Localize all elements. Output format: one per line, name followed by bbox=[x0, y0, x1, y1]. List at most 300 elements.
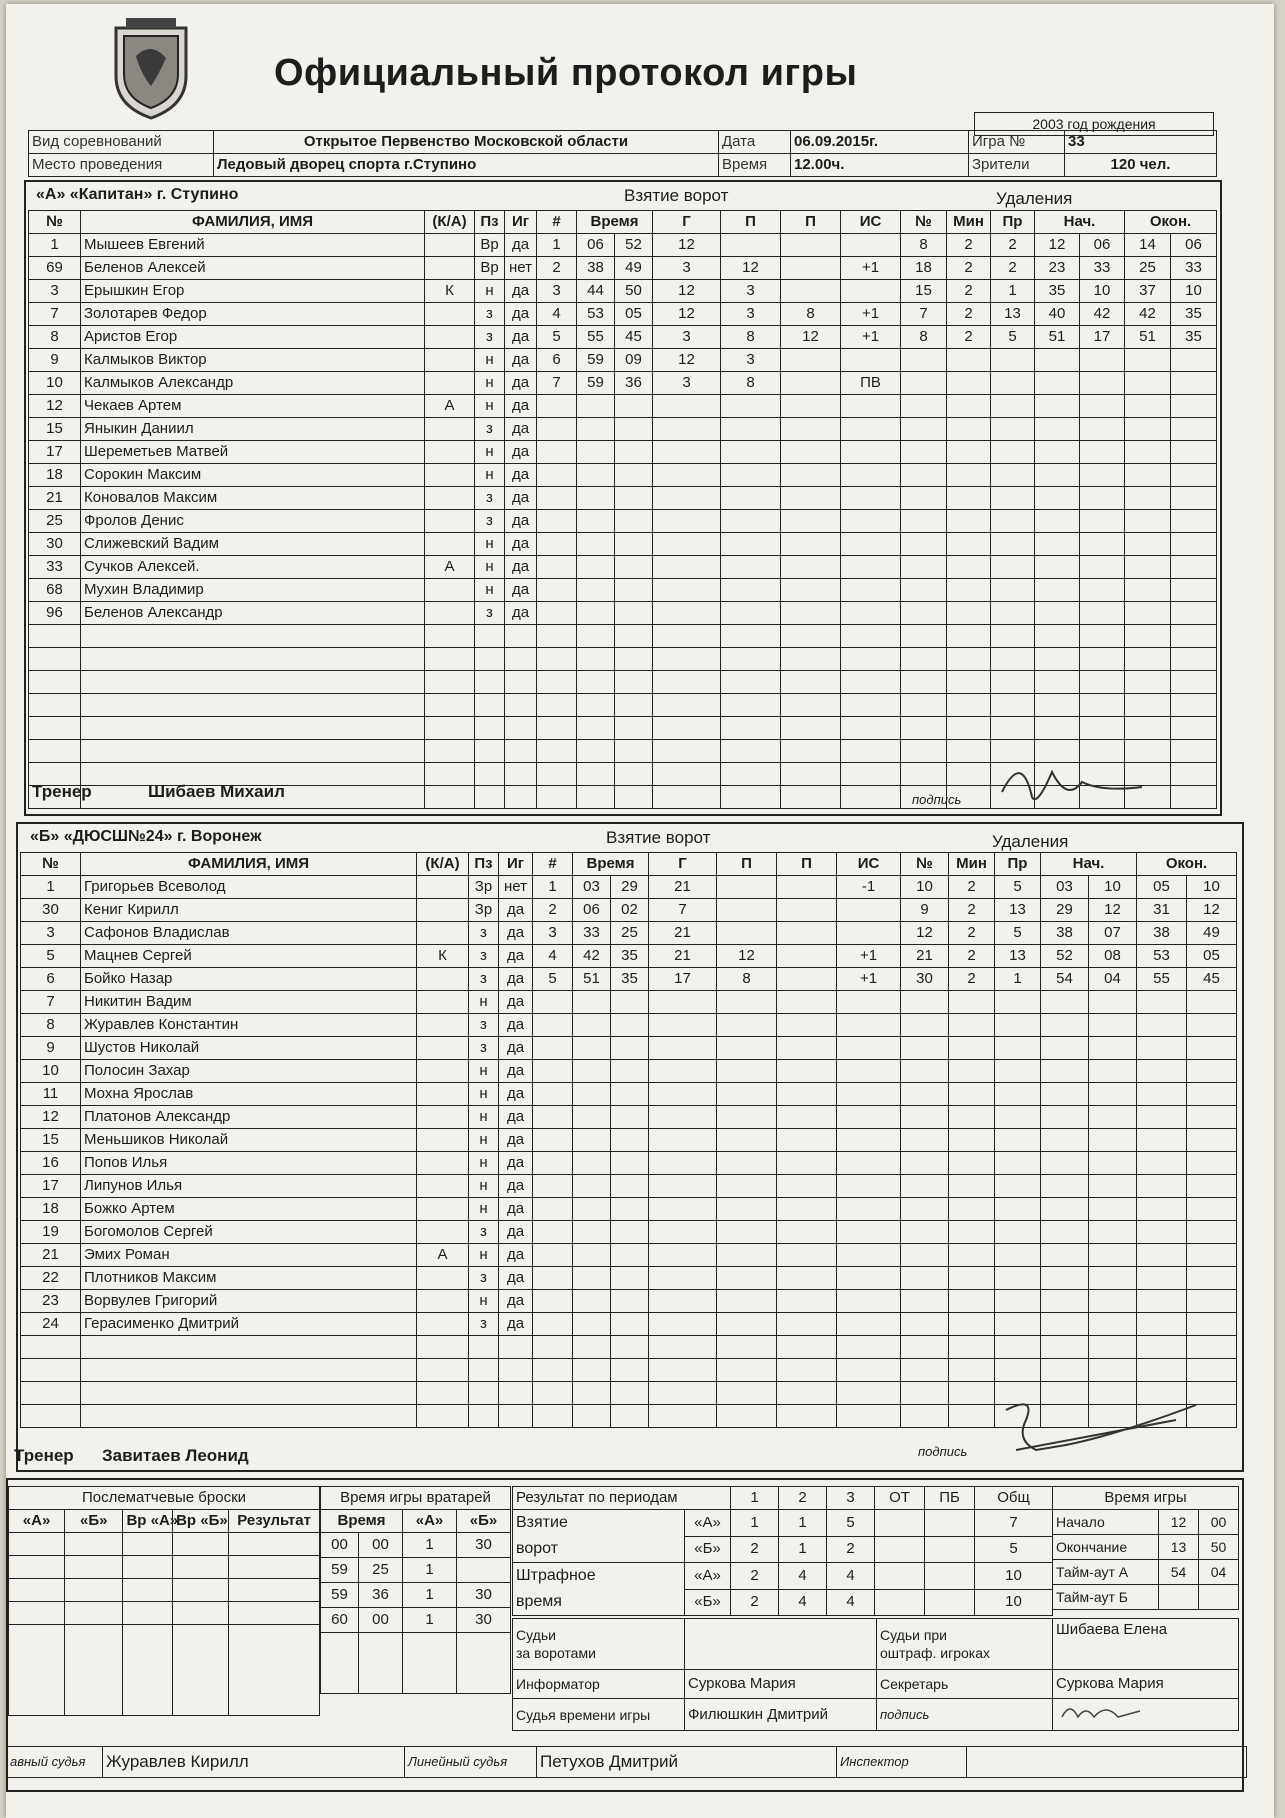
pen-player bbox=[901, 694, 947, 717]
goal-row bbox=[537, 487, 901, 510]
goalie-time-table bbox=[320, 1486, 511, 1694]
player-name: Попов Илья bbox=[81, 1152, 417, 1175]
goal-assist-1 bbox=[717, 1359, 777, 1382]
goal-situation bbox=[837, 1083, 901, 1106]
player-role bbox=[417, 1290, 469, 1313]
player-played: нет bbox=[499, 876, 533, 899]
period-cell: 1 bbox=[779, 1510, 827, 1537]
pen-code bbox=[991, 372, 1035, 395]
goal-assist-1: 3 bbox=[721, 280, 781, 303]
pen-minutes bbox=[947, 533, 991, 556]
goalie-cell bbox=[457, 1558, 511, 1583]
roster-col-header: (К/А) bbox=[425, 211, 475, 234]
pen-start-sec bbox=[1080, 487, 1125, 510]
roster-col-header: Пз bbox=[469, 853, 499, 876]
goal-sec: 35 bbox=[611, 968, 649, 991]
pen-start-sec bbox=[1080, 648, 1125, 671]
crest-emblem-icon bbox=[106, 16, 196, 120]
goal-number bbox=[537, 579, 577, 602]
goal-assist-2: 12 bbox=[781, 326, 841, 349]
goal-situation: +1 bbox=[841, 303, 901, 326]
penalty-row bbox=[901, 876, 1237, 899]
goal-assist-1: 8 bbox=[721, 326, 781, 349]
pen-start-min: 03 bbox=[1041, 876, 1089, 899]
pen-start-min: 54 bbox=[1041, 968, 1089, 991]
period-row-label: Взятие ворот bbox=[513, 1510, 685, 1563]
roster-row bbox=[29, 349, 537, 372]
pen-end-min bbox=[1137, 1060, 1187, 1083]
player-role bbox=[425, 579, 475, 602]
goal-number bbox=[537, 556, 577, 579]
team-a-roster-body bbox=[29, 211, 537, 809]
goal-number bbox=[537, 418, 577, 441]
pen-end-min: 51 bbox=[1125, 326, 1171, 349]
goal-scorer: 12 bbox=[653, 303, 721, 326]
date-label: Дата bbox=[719, 131, 791, 154]
goal-sec bbox=[611, 1382, 649, 1405]
pen-player bbox=[901, 991, 949, 1014]
pen-minutes bbox=[947, 418, 991, 441]
goal-assist-1 bbox=[717, 1152, 777, 1175]
player-name bbox=[81, 1336, 417, 1359]
player-role bbox=[417, 968, 469, 991]
team-a-sign-label: подпись bbox=[912, 792, 962, 807]
goal-sec bbox=[611, 1014, 649, 1037]
goal-assist-2 bbox=[781, 694, 841, 717]
goal-situation bbox=[841, 418, 901, 441]
goal-row bbox=[533, 991, 901, 1014]
player-played: да bbox=[505, 395, 537, 418]
player-name: Ворвулев Григорий bbox=[81, 1290, 417, 1313]
pen-start-sec bbox=[1089, 1336, 1137, 1359]
goal-sec: 36 bbox=[615, 372, 653, 395]
secretary-label: Секретарь bbox=[877, 1670, 1053, 1699]
goal-sec bbox=[611, 1267, 649, 1290]
pen-start-min: 40 bbox=[1035, 303, 1080, 326]
goal-number bbox=[533, 1129, 573, 1152]
goal-scorer bbox=[653, 786, 721, 809]
pen-end-min bbox=[1125, 487, 1171, 510]
goal-assist-2 bbox=[781, 786, 841, 809]
pen-code bbox=[995, 1106, 1041, 1129]
pen-code bbox=[995, 1060, 1041, 1083]
team-b-penalties bbox=[900, 852, 1237, 1428]
roster-row bbox=[29, 694, 537, 717]
goal-sec bbox=[615, 556, 653, 579]
goal-assist-2 bbox=[777, 1359, 837, 1382]
goalie-col-header: «А» bbox=[403, 1510, 457, 1533]
goal-assist-1 bbox=[717, 876, 777, 899]
goal-row bbox=[537, 602, 901, 625]
pen-player bbox=[901, 487, 947, 510]
penalty-col-header: Пр bbox=[995, 853, 1041, 876]
player-position: н bbox=[475, 372, 505, 395]
goal-row bbox=[537, 441, 901, 464]
goal-assist-2 bbox=[777, 1152, 837, 1175]
player-played: да bbox=[499, 1290, 533, 1313]
team-b-penalties-title: Удаления bbox=[992, 832, 1069, 851]
period-cell: 1 bbox=[779, 1536, 827, 1563]
goal-min bbox=[577, 510, 615, 533]
goal-assist-1: 12 bbox=[721, 257, 781, 280]
pen-end-min bbox=[1137, 1267, 1187, 1290]
goal-number bbox=[533, 1175, 573, 1198]
goal-number: 4 bbox=[537, 303, 577, 326]
player-name bbox=[81, 694, 425, 717]
pen-player: 9 bbox=[901, 899, 949, 922]
goal-assist-1 bbox=[717, 1129, 777, 1152]
venue-label: Место проведения bbox=[29, 154, 214, 177]
goal-scorer bbox=[649, 1313, 717, 1336]
goal-scorer bbox=[649, 1359, 717, 1382]
goal-scorer: 21 bbox=[649, 922, 717, 945]
goal-min: 59 bbox=[577, 349, 615, 372]
player-position bbox=[469, 1336, 499, 1359]
pen-start-sec bbox=[1080, 441, 1125, 464]
player-number bbox=[29, 717, 81, 740]
player-position: з bbox=[475, 487, 505, 510]
pen-minutes bbox=[949, 1336, 995, 1359]
goal-min bbox=[577, 740, 615, 763]
goal-number bbox=[537, 625, 577, 648]
goal-sec bbox=[611, 1060, 649, 1083]
player-played: да bbox=[499, 1175, 533, 1198]
goal-scorer bbox=[649, 1405, 717, 1428]
player-number: 1 bbox=[21, 876, 81, 899]
pen-start-sec bbox=[1080, 349, 1125, 372]
goal-assist-2 bbox=[781, 418, 841, 441]
goal-assist-1 bbox=[717, 1175, 777, 1198]
goal-row bbox=[537, 395, 901, 418]
goal-sec: 02 bbox=[611, 899, 649, 922]
goal-situation bbox=[837, 1175, 901, 1198]
period-cell: 4 bbox=[779, 1589, 827, 1616]
pen-end-sec bbox=[1187, 1060, 1237, 1083]
period-cell: 5 bbox=[827, 1510, 875, 1537]
goal-min bbox=[577, 579, 615, 602]
player-played: да bbox=[499, 1014, 533, 1037]
goal-number bbox=[537, 510, 577, 533]
pen-end-min bbox=[1125, 694, 1171, 717]
penalty-row bbox=[901, 1106, 1237, 1129]
penalty-col-header: Мин bbox=[947, 211, 991, 234]
roster-row bbox=[29, 234, 537, 257]
goal-scorer bbox=[653, 648, 721, 671]
player-played: да bbox=[499, 1152, 533, 1175]
goal-situation bbox=[841, 625, 901, 648]
pen-minutes bbox=[949, 1244, 995, 1267]
penalty-row bbox=[901, 1060, 1237, 1083]
pen-code bbox=[995, 991, 1041, 1014]
player-position: з bbox=[469, 968, 499, 991]
game-time-cell: 54 bbox=[1159, 1560, 1199, 1585]
period-cell: 7 bbox=[975, 1510, 1053, 1537]
goal-situation bbox=[837, 1129, 901, 1152]
period-cell bbox=[925, 1589, 975, 1616]
pen-player bbox=[901, 1267, 949, 1290]
player-role bbox=[417, 1359, 469, 1382]
goal-assist-2 bbox=[781, 533, 841, 556]
pen-start-sec: 07 bbox=[1089, 922, 1137, 945]
pen-start-sec bbox=[1080, 579, 1125, 602]
goalie-cell: 1 bbox=[403, 1533, 457, 1558]
year-note: 2003 год рождения bbox=[975, 113, 1214, 136]
pen-start-min bbox=[1041, 1244, 1089, 1267]
pen-code bbox=[991, 441, 1035, 464]
goal-min: 38 bbox=[577, 257, 615, 280]
player-number: 5 bbox=[21, 945, 81, 968]
spectators-label: Зрители bbox=[969, 154, 1065, 177]
pen-start-sec bbox=[1089, 991, 1137, 1014]
player-role bbox=[425, 694, 475, 717]
roster-row bbox=[29, 648, 537, 671]
goal-row bbox=[533, 1405, 901, 1428]
roster-row bbox=[21, 1106, 533, 1129]
pen-end-min bbox=[1137, 1198, 1187, 1221]
pen-start-sec bbox=[1089, 1221, 1137, 1244]
pen-end-sec: 10 bbox=[1171, 280, 1217, 303]
goal-number bbox=[537, 441, 577, 464]
roster-row bbox=[29, 487, 537, 510]
goal-number bbox=[533, 1313, 573, 1336]
pen-minutes bbox=[947, 671, 991, 694]
player-played: да bbox=[499, 899, 533, 922]
goal-sec bbox=[611, 1106, 649, 1129]
pen-code bbox=[995, 1336, 1041, 1359]
goal-min: 33 bbox=[573, 922, 611, 945]
pen-minutes: 2 bbox=[947, 280, 991, 303]
pen-player bbox=[901, 372, 947, 395]
player-name: Яныкин Даниил bbox=[81, 418, 425, 441]
goal-row bbox=[537, 418, 901, 441]
player-name: Мохна Ярослав bbox=[81, 1083, 417, 1106]
pen-end-sec: 12 bbox=[1187, 899, 1237, 922]
period-col-header: ОТ bbox=[875, 1487, 925, 1510]
player-number: 15 bbox=[29, 418, 81, 441]
pen-start-min bbox=[1035, 464, 1080, 487]
goal-situation bbox=[841, 464, 901, 487]
player-played: да bbox=[499, 922, 533, 945]
pen-end-min: 53 bbox=[1137, 945, 1187, 968]
player-number: 23 bbox=[21, 1290, 81, 1313]
goalie-cell: 1 bbox=[403, 1608, 457, 1633]
roster-row bbox=[29, 418, 537, 441]
goal-assist-2 bbox=[781, 372, 841, 395]
goal-row bbox=[537, 349, 901, 372]
pen-start-min bbox=[1035, 671, 1080, 694]
goalie-cell: 30 bbox=[457, 1583, 511, 1608]
goal-situation bbox=[841, 694, 901, 717]
shootout-table bbox=[8, 1486, 320, 1716]
goal-row bbox=[537, 556, 901, 579]
penalty-row bbox=[901, 533, 1217, 556]
pen-end-sec bbox=[1187, 1336, 1237, 1359]
player-position: н bbox=[475, 533, 505, 556]
pen-end-sec bbox=[1171, 671, 1217, 694]
period-col-header: 2 bbox=[779, 1487, 827, 1510]
goal-row bbox=[533, 1083, 901, 1106]
goal-assist-1 bbox=[721, 740, 781, 763]
pen-start-sec bbox=[1080, 556, 1125, 579]
player-role bbox=[417, 1405, 469, 1428]
pen-end-sec: 35 bbox=[1171, 303, 1217, 326]
goal-row bbox=[533, 945, 901, 968]
penalty-col-header: Мин bbox=[949, 853, 995, 876]
pen-minutes bbox=[949, 1221, 995, 1244]
player-position bbox=[469, 1405, 499, 1428]
goal-scorer bbox=[653, 510, 721, 533]
player-number: 6 bbox=[21, 968, 81, 991]
pen-start-min bbox=[1041, 1129, 1089, 1152]
goal-min bbox=[573, 1198, 611, 1221]
goal-judges-label: Судьи за воротами bbox=[513, 1619, 685, 1670]
player-role bbox=[417, 922, 469, 945]
pen-player bbox=[901, 1244, 949, 1267]
goal-assist-2 bbox=[777, 1244, 837, 1267]
goal-number: 4 bbox=[533, 945, 573, 968]
player-name: Шустов Николай bbox=[81, 1037, 417, 1060]
penalties-header bbox=[901, 211, 1217, 234]
pen-code bbox=[991, 556, 1035, 579]
goal-sec bbox=[615, 671, 653, 694]
penalty-col-header: Пр bbox=[991, 211, 1035, 234]
goal-situation bbox=[837, 1405, 901, 1428]
goal-sec: 09 bbox=[615, 349, 653, 372]
goal-situation bbox=[841, 763, 901, 786]
player-played: да bbox=[505, 349, 537, 372]
pen-end-min: 05 bbox=[1137, 876, 1187, 899]
pen-minutes bbox=[947, 487, 991, 510]
pen-minutes bbox=[949, 1359, 995, 1382]
pen-end-sec bbox=[1171, 441, 1217, 464]
penalty-row bbox=[901, 487, 1217, 510]
goal-min: 42 bbox=[573, 945, 611, 968]
period-row-label: Штрафное время bbox=[513, 1563, 685, 1616]
pen-code: 2 bbox=[991, 257, 1035, 280]
pen-start-sec bbox=[1080, 372, 1125, 395]
goal-assist-1 bbox=[717, 1405, 777, 1428]
goal-scorer: 3 bbox=[653, 372, 721, 395]
player-position bbox=[475, 740, 505, 763]
penalty-row bbox=[901, 1244, 1237, 1267]
goal-scorer bbox=[653, 671, 721, 694]
goal-number: 5 bbox=[537, 326, 577, 349]
player-position: н bbox=[469, 1244, 499, 1267]
goal-scorer bbox=[653, 579, 721, 602]
team-b-title: «Б» «ДЮСШ№24» г. Воронеж bbox=[30, 828, 262, 845]
player-role bbox=[417, 991, 469, 1014]
pen-code bbox=[995, 1129, 1041, 1152]
pen-minutes bbox=[949, 1083, 995, 1106]
penalty-row bbox=[901, 1037, 1237, 1060]
goal-row bbox=[533, 1014, 901, 1037]
roster-row bbox=[21, 1083, 533, 1106]
player-number: 17 bbox=[21, 1175, 81, 1198]
penalty-col-header: № bbox=[901, 853, 949, 876]
player-role bbox=[425, 257, 475, 280]
roster-row bbox=[21, 1198, 533, 1221]
player-name: Богомолов Сергей bbox=[81, 1221, 417, 1244]
pen-code bbox=[995, 1014, 1041, 1037]
player-position: з bbox=[469, 1221, 499, 1244]
player-number: 11 bbox=[21, 1083, 81, 1106]
goalie-cell: 60 bbox=[321, 1608, 359, 1633]
penalty-row bbox=[901, 671, 1217, 694]
penalty-row bbox=[901, 326, 1217, 349]
player-name: Шереметьев Матвей bbox=[81, 441, 425, 464]
pen-start-sec bbox=[1089, 1359, 1137, 1382]
goal-situation bbox=[837, 1267, 901, 1290]
goal-assist-2 bbox=[777, 922, 837, 945]
roster-row bbox=[29, 441, 537, 464]
penalty-col-header: Нач. bbox=[1041, 853, 1137, 876]
player-name: Мухин Владимир bbox=[81, 579, 425, 602]
pen-start-min bbox=[1035, 487, 1080, 510]
roster-col-header: № bbox=[21, 853, 81, 876]
goal-sec bbox=[615, 533, 653, 556]
player-number: 18 bbox=[21, 1198, 81, 1221]
roster-col-header: Иг bbox=[499, 853, 533, 876]
pen-player bbox=[901, 1037, 949, 1060]
player-position: з bbox=[475, 303, 505, 326]
player-role bbox=[425, 303, 475, 326]
goal-assist-2 bbox=[777, 968, 837, 991]
pen-minutes bbox=[947, 510, 991, 533]
player-played: нет bbox=[505, 257, 537, 280]
goal-row bbox=[537, 510, 901, 533]
goal-assist-2 bbox=[781, 556, 841, 579]
player-number: 10 bbox=[29, 372, 81, 395]
goal-sec: 05 bbox=[615, 303, 653, 326]
pen-start-min bbox=[1041, 1060, 1089, 1083]
goal-scorer: 3 bbox=[653, 326, 721, 349]
player-name: Мышеев Евгений bbox=[81, 234, 425, 257]
player-role bbox=[425, 326, 475, 349]
goal-situation: -1 bbox=[837, 876, 901, 899]
goal-scorer bbox=[653, 717, 721, 740]
penalty-col-header: № bbox=[901, 211, 947, 234]
pen-start-sec bbox=[1089, 1152, 1137, 1175]
player-name: Сучков Алексей. bbox=[81, 556, 425, 579]
period-cell: 1 bbox=[731, 1510, 779, 1537]
player-role bbox=[425, 418, 475, 441]
pen-start-min bbox=[1041, 1037, 1089, 1060]
pen-code: 5 bbox=[995, 876, 1041, 899]
pen-start-sec bbox=[1089, 1198, 1137, 1221]
penalty-row bbox=[901, 968, 1237, 991]
pen-end-sec bbox=[1171, 602, 1217, 625]
goal-row bbox=[537, 717, 901, 740]
pen-start-sec: 06 bbox=[1080, 234, 1125, 257]
goalie-cell: 00 bbox=[359, 1608, 403, 1633]
linesman-value: Петухов Дмитрий bbox=[537, 1747, 837, 1778]
pen-end-sec bbox=[1171, 372, 1217, 395]
player-role bbox=[425, 510, 475, 533]
goal-assist-2 bbox=[781, 257, 841, 280]
pen-start-min bbox=[1035, 602, 1080, 625]
goal-assist-1: 3 bbox=[721, 303, 781, 326]
goal-sec bbox=[615, 625, 653, 648]
pen-start-min bbox=[1035, 648, 1080, 671]
team-b-goals-title: Взятие ворот bbox=[606, 828, 711, 847]
player-name: Беленов Александр bbox=[81, 602, 425, 625]
goal-min: 06 bbox=[573, 899, 611, 922]
goal-number bbox=[533, 1382, 573, 1405]
player-name: Калмыков Александр bbox=[81, 372, 425, 395]
pen-code bbox=[995, 1152, 1041, 1175]
goal-sec bbox=[615, 487, 653, 510]
player-position: з bbox=[475, 326, 505, 349]
